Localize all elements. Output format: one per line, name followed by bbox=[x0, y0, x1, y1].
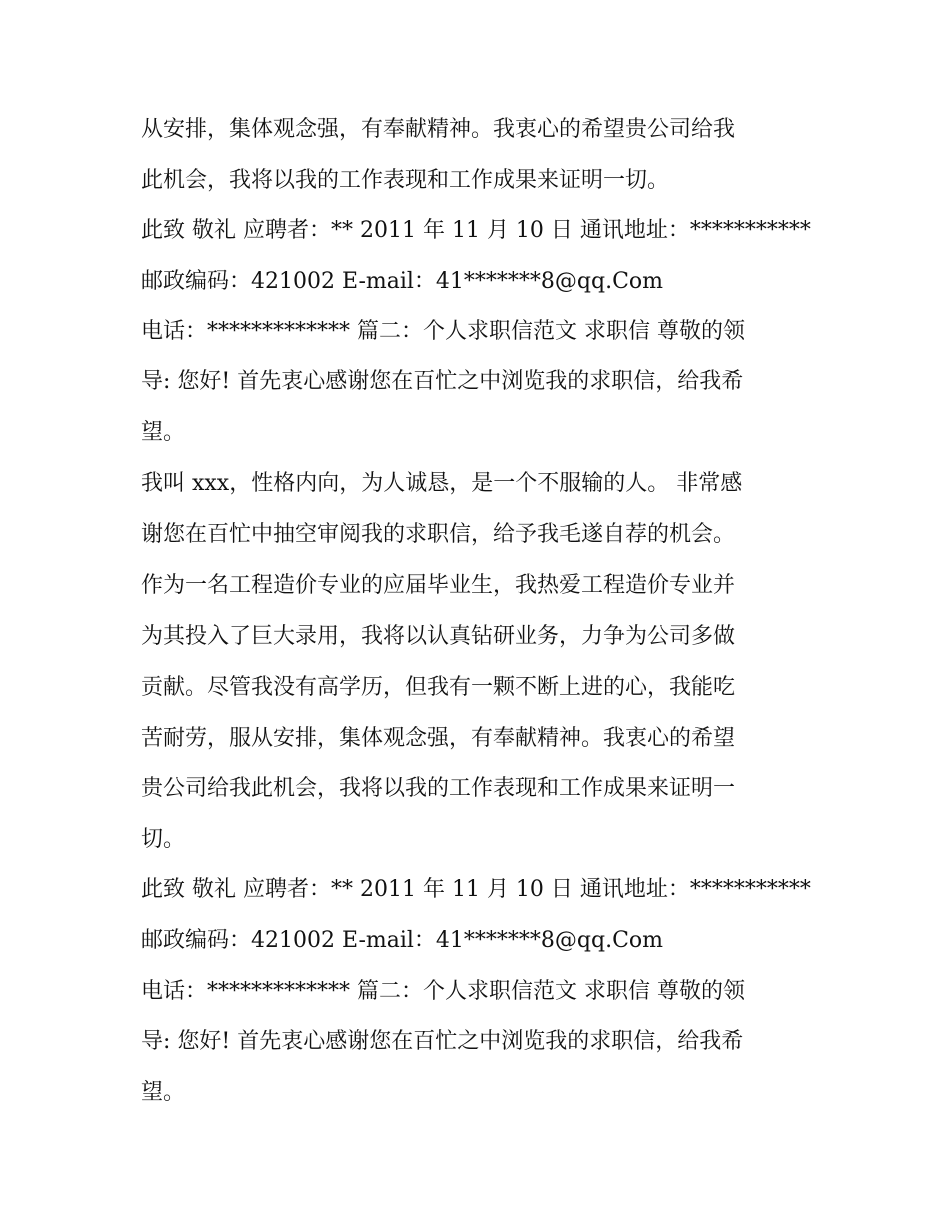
text-line: 邮政编码：421002 E-mail：41*******8@qq.Com bbox=[141, 928, 664, 953]
text-line: 此致 敬礼 应聘者：** 2011 年 11 月 10 日 通讯地址：*********** bbox=[141, 877, 811, 902]
text-line: 贵公司给我此机会，我将以我的工作表现和工作成果来证明一 bbox=[141, 776, 736, 801]
text-line: 作为一名工程造价专业的应届毕业生，我热爱工程造价专业并 bbox=[141, 573, 736, 598]
text-line: 此致 敬礼 应聘者：** 2011 年 11 月 10 日 通讯地址：*********** bbox=[141, 218, 811, 243]
text-line: 望。 bbox=[141, 1080, 186, 1105]
text-line: 邮政编码：421002 E-mail：41*******8@qq.Com bbox=[141, 269, 664, 294]
text-line: 苦耐劳，服从安排，集体观念强，有奉献精神。我衷心的希望 bbox=[141, 726, 736, 751]
text-line: 导: 您好! 首先衷心感谢您在百忙之中浏览我的求职信，给我希 bbox=[141, 1029, 744, 1054]
text-line: 我叫 xxx，性格内向，为人诚恳，是一个不服输的人。 非常感 bbox=[141, 471, 743, 496]
text-line: 谢您在百忙中抽空审阅我的求职信，给予我毛遂自荐的机会。 bbox=[141, 522, 736, 547]
text-line: 贡献。尽管我没有高学历，但我有一颗不断上进的心，我能吃 bbox=[141, 675, 736, 700]
text-line: 为其投入了巨大录用，我将以认真钻研业务，力争为公司多做 bbox=[141, 624, 736, 649]
text-line: 导: 您好! 首先衷心感谢您在百忙之中浏览我的求职信，给我希 bbox=[141, 369, 744, 394]
text-line: 电话：************* 篇二：个人求职信范文 求职信 尊敬的领 bbox=[141, 319, 745, 344]
text-line: 此机会，我将以我的工作表现和工作成果来证明一切。 bbox=[141, 168, 670, 193]
text-line: 望。 bbox=[141, 420, 186, 445]
text-line: 切。 bbox=[141, 827, 186, 852]
text-line: 电话：************* 篇二：个人求职信范文 求职信 尊敬的领 bbox=[141, 979, 745, 1004]
text-line: 从安排，集体观念强，有奉献精神。我衷心的希望贵公司给我 bbox=[141, 117, 736, 142]
